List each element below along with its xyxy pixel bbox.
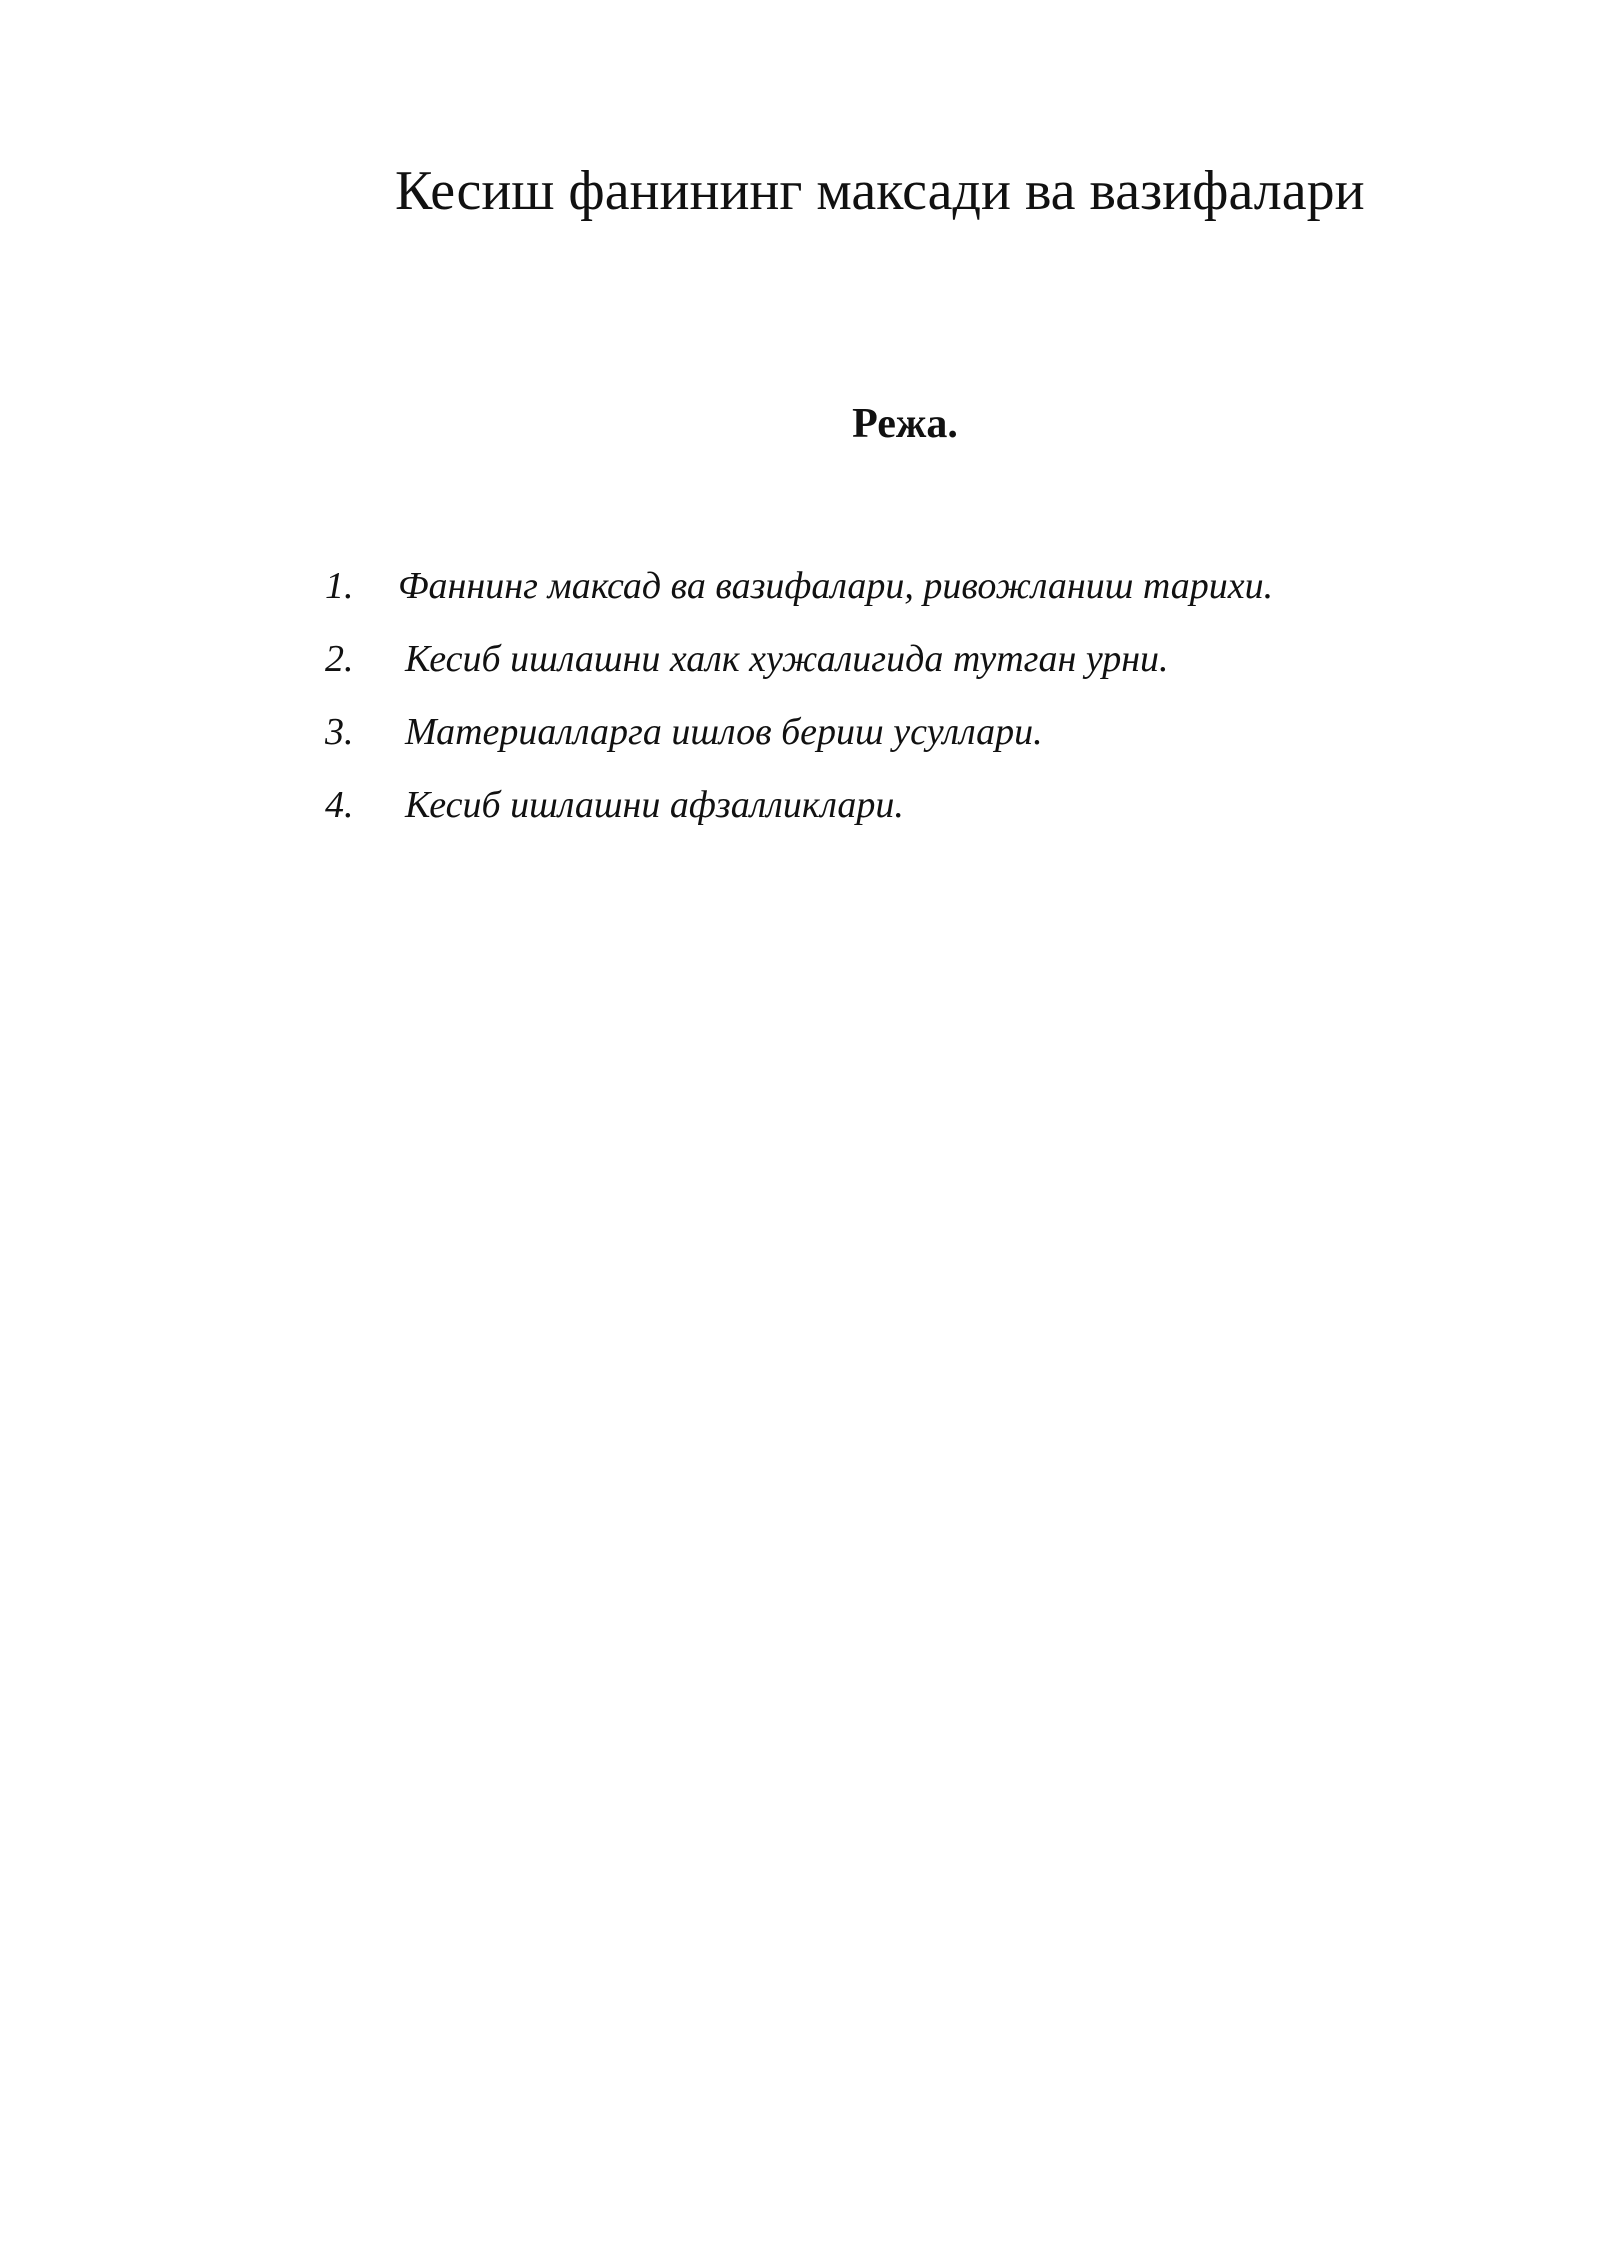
plan-item-number: 3.	[325, 711, 354, 753]
plan-item-number: 2.	[325, 638, 354, 680]
plan-heading: Режа.	[852, 401, 958, 447]
plan-item-text: Материалларга ишлов бериш усуллари.	[405, 711, 1043, 753]
plan-item	[325, 558, 1273, 631]
plan-item	[325, 704, 1273, 777]
plan-item-text: Фаннинг максад ва вазифалари, ривожланиш тарихи.	[398, 565, 1274, 607]
plan-list	[325, 558, 1273, 850]
plan-item-number: 1.	[325, 565, 354, 607]
plan-item-text: Кесиб ишлашни халк хужалигида тутган урни.	[405, 638, 1169, 680]
plan-item	[325, 631, 1273, 704]
document-title: Кесиш фанининг максади ва вазифалари	[395, 160, 1365, 222]
plan-item-number: 4.	[325, 784, 354, 826]
plan-item-text: Кесиб ишлашни афзалликлари.	[405, 784, 904, 826]
plan-item	[325, 777, 1273, 850]
